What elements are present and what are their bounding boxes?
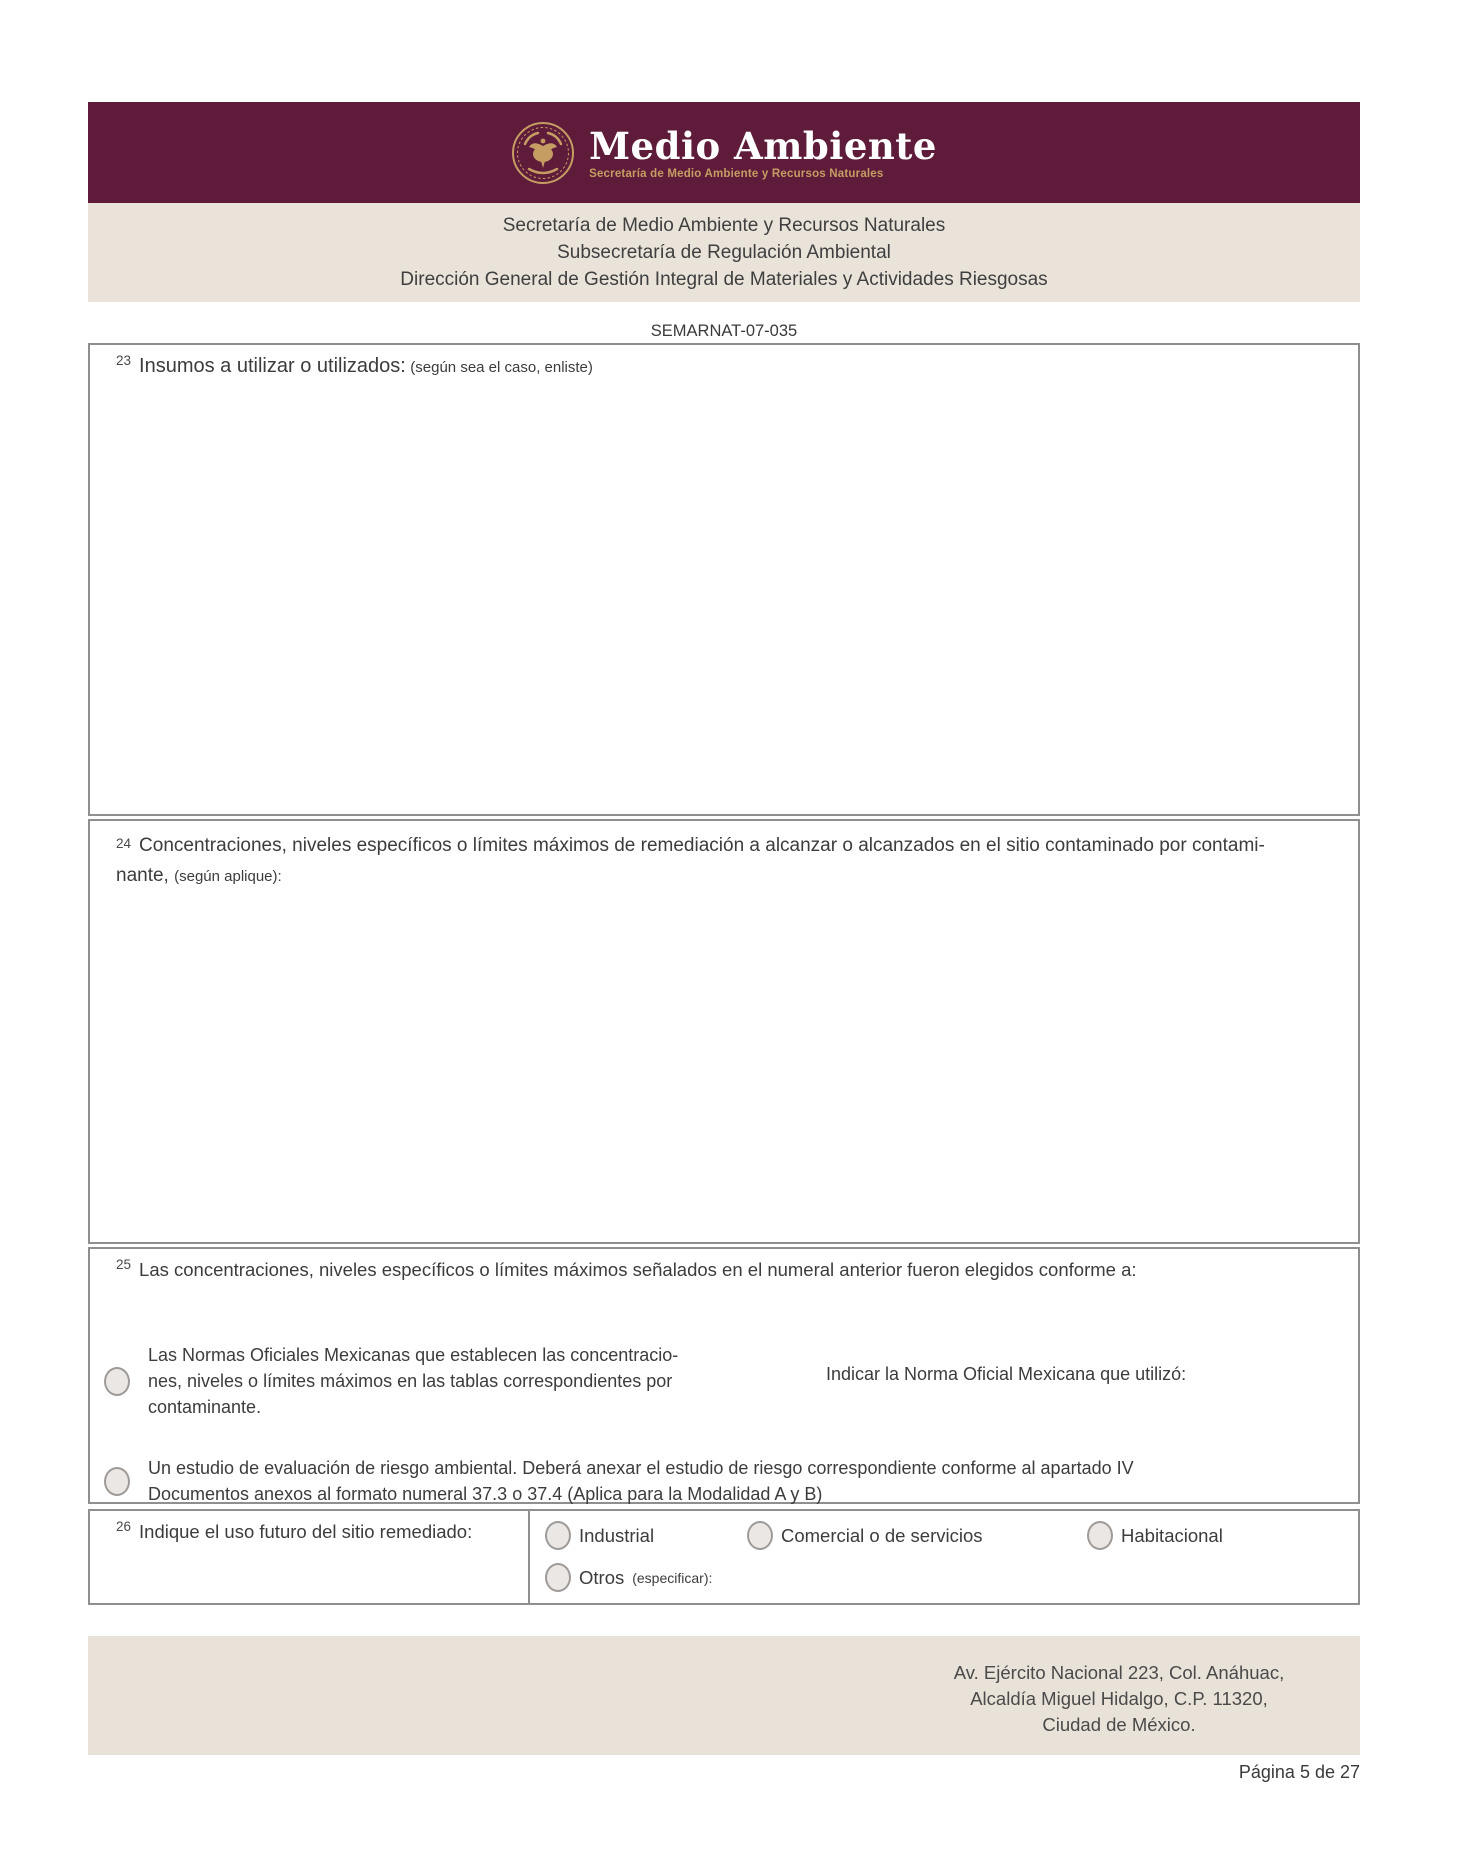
comercial-label: Comercial o de servicios [781, 1524, 983, 1546]
question-25-option-estudio[interactable] [104, 1455, 1134, 1507]
option-otros[interactable] [545, 1563, 900, 1592]
page-number: Página 5 de 27 [1238, 1762, 1360, 1782]
option-industrial[interactable] [545, 1521, 654, 1550]
nom-side-label: Indicar la Norma Oficial Mexicana que utilizó: [826, 1364, 1187, 1384]
question-23-number: 23 [116, 353, 132, 368]
question-26-box [88, 1509, 1360, 1605]
question-25-label: Las concentraciones, niveles específicos o límites máximos señalados en el numeral anterior fueron elegidos conforme a: [139, 1259, 1137, 1280]
question-23-hint: (según sea el caso, enliste) [410, 359, 593, 376]
logo-title: Medio Ambiente [589, 123, 937, 168]
mexican-coat-of-arms-icon [511, 121, 575, 185]
option-comercial[interactable] [747, 1521, 983, 1550]
otros-hint: (especificar): [632, 1569, 713, 1586]
nom-option-line3: contaminante. [148, 1397, 262, 1417]
industrial-radio-button[interactable] [545, 1521, 571, 1550]
government-banner [88, 102, 1360, 203]
otros-radio-button[interactable] [545, 1563, 571, 1592]
estudio-option-label [148, 1455, 1134, 1507]
medio-ambiente-logo [511, 121, 937, 185]
otros-label: Otros [579, 1566, 625, 1588]
question-25-header [90, 1249, 1358, 1281]
footer-address-band [88, 1636, 1360, 1755]
question-26-header [90, 1511, 530, 1603]
estudio-radio-button[interactable] [104, 1467, 130, 1496]
habitacional-radio-button[interactable] [1087, 1521, 1113, 1550]
question-24-header [90, 821, 1358, 892]
address-line3: Ciudad de México. [1042, 1714, 1196, 1735]
org-line-3: Dirección General de Gestión Integral de Materiales y Actividades Riesgosas [400, 269, 1048, 290]
concentraciones-input-field[interactable] [92, 911, 1356, 1240]
insumos-input-field[interactable] [92, 405, 1356, 812]
comercial-radio-button[interactable] [747, 1521, 773, 1550]
office-address [848, 1660, 1390, 1738]
nom-radio-button[interactable] [104, 1367, 130, 1396]
question-24-box [88, 819, 1360, 1244]
habitacional-label: Habitacional [1121, 1524, 1223, 1546]
form-code: SEMARNAT-07-035 [650, 322, 798, 340]
option-habitacional[interactable] [1087, 1521, 1223, 1550]
question-26-options [530, 1511, 1358, 1603]
estudio-option-line2: Documentos anexos al formato numeral 37.3 o 37.4 (Aplica para la Modalidad A y B) [148, 1484, 823, 1504]
question-24-label-line1: Concentraciones, niveles específicos o límites máximos de remediación a alcanzar o alcanzados en el sitio contaminado por contami- [139, 835, 1265, 856]
org-header-band [88, 203, 1360, 302]
question-23-header [90, 345, 1358, 378]
industrial-label: Industrial [579, 1524, 655, 1546]
address-line1: Av. Ejército Nacional 223, Col. Anáhuac, [953, 1662, 1285, 1683]
question-24-label-line2: nante, [116, 865, 169, 886]
nom-option-line2: nes, niveles o límites máximos en las tablas correspondientes por [148, 1371, 673, 1391]
org-line-2: Subsecretaría de Regulación Ambiental [557, 242, 891, 263]
question-25-number: 25 [116, 1257, 132, 1272]
estudio-option-line1: Un estudio de evaluación de riesgo ambiental. Deberá anexar el estudio de riesgo correspondiente conforme al apartado IV [148, 1458, 1134, 1478]
question-23-label: Insumos a utilizar o utilizados: [139, 355, 406, 377]
logo-subtitle: Secretaría de Medio Ambiente y Recursos Naturales [589, 167, 884, 180]
question-24-number: 24 [116, 836, 132, 851]
nom-option-line1: Las Normas Oficiales Mexicanas que establecen las concentracio- [148, 1345, 679, 1365]
address-line2: Alcaldía Miguel Hidalgo, C.P. 11320, [970, 1688, 1268, 1709]
question-24-hint: (según aplique): [174, 868, 282, 885]
question-26-label: Indique el uso futuro del sitio remediado: [139, 1521, 473, 1542]
logo-text [589, 123, 937, 180]
org-line-1: Secretaría de Medio Ambiente y Recursos Naturales [502, 215, 946, 236]
question-25-option-nom[interactable] [104, 1342, 678, 1420]
nom-option-label [148, 1342, 678, 1420]
question-23-box [88, 343, 1360, 816]
question-26-number: 26 [116, 1519, 132, 1534]
